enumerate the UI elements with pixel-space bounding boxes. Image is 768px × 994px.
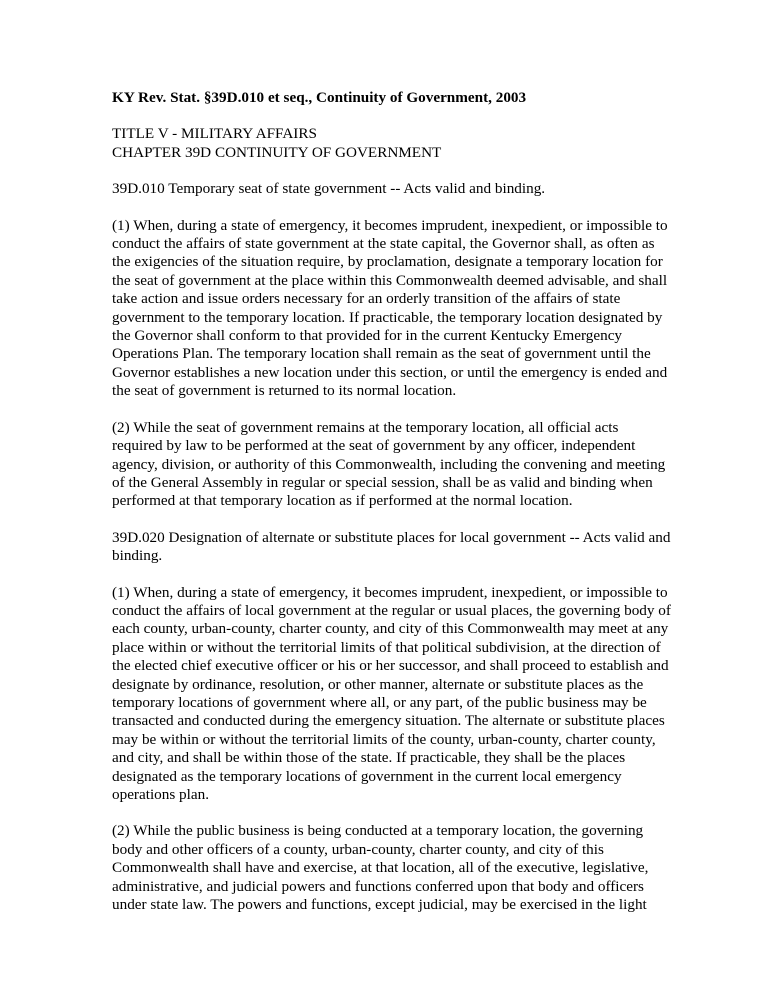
paragraph-39d020-1: (1) When, during a state of emergency, it becomes imprudent, inexpedient, or impossible to conduct the affairs of local government at the regular or usual places, the governing body of each county, urban-county, charter county, and city of this Commonwealth may meet at any place within or without the territorial limits of that political subdivision, at the direction of the elected chief executive officer or his or her successor, and shall proceed to establish and designate by ordinance, resolution, or other manner, alternate or substitute places as the temporary locations of government where all, or any part, of the public business may be transacted and conducted during the emergency situation. The alternate or substitute places may be within or without the territorial limits of the county, urban-county, charter county, and city, and shall be within those of the state. If practicable, they shall be the places designated as the temporary locations of government in the current local emergency operations plan. bbox=[112, 583, 671, 803]
document-page bbox=[112, 89, 672, 914]
chapter-heading bbox=[112, 125, 672, 162]
title-heading: TITLE V - MILITARY AFFAIRS bbox=[112, 125, 317, 143]
paragraph-39d020-2: (2) While the public business is being conducted at a temporary location, the governing body and other officers of a county, urban-county, charter county, and city of this Commonwealth shall have and exercise, at that location, all of the executive, legislative, administrative, and judicial powers and functions conferred upon that body and officers under state law. The powers and functions, except judicial, may be exercised in the light bbox=[112, 822, 649, 914]
document-title: KY Rev. Stat. §39D.010 et seq., Continuity of Government, 2003 bbox=[112, 89, 527, 106]
section-heading-39d010: 39D.010 Temporary seat of state government -- Acts valid and binding. bbox=[112, 180, 546, 198]
paragraph-39d010-1: (1) When, during a state of emergency, it becomes imprudent, inexpedient, or impossible to conduct the affairs of state government at the state capital, the Governor shall, as often as the exigencies of the situation require, by proclamation, designate a temporary location for the seat of government at the place within this Commonwealth deemed advisable, and shall take action and issue orders necessary for an orderly transition of the affairs of state government to the temporary location. If practicable, the temporary location designated by the Governor shall conform to that provided for in the current Kentucky Emergency Operations Plan. The temporary location shall remain as the seat of government until the Governor establishes a new location under this section, or until the emergency is ended and the seat of government is returned to its normal location. bbox=[112, 216, 668, 400]
chapter-title: CHAPTER 39D CONTINUITY OF GOVERNMENT bbox=[112, 143, 442, 161]
paragraph-39d010-2: (2) While the seat of government remains at the temporary location, all official acts required by law to be performed at the seat of government by any officer, independent agency, division, or authority of this Commonwealth, including the convening and meeting of the General Assembly in regular or special session, shall be as valid and binding when performed at that temporary location as if performed at the normal location. bbox=[112, 418, 666, 510]
section-heading-39d020: 39D.020 Designation of alternate or substitute places for local government -- Acts valid and binding. bbox=[112, 528, 671, 565]
